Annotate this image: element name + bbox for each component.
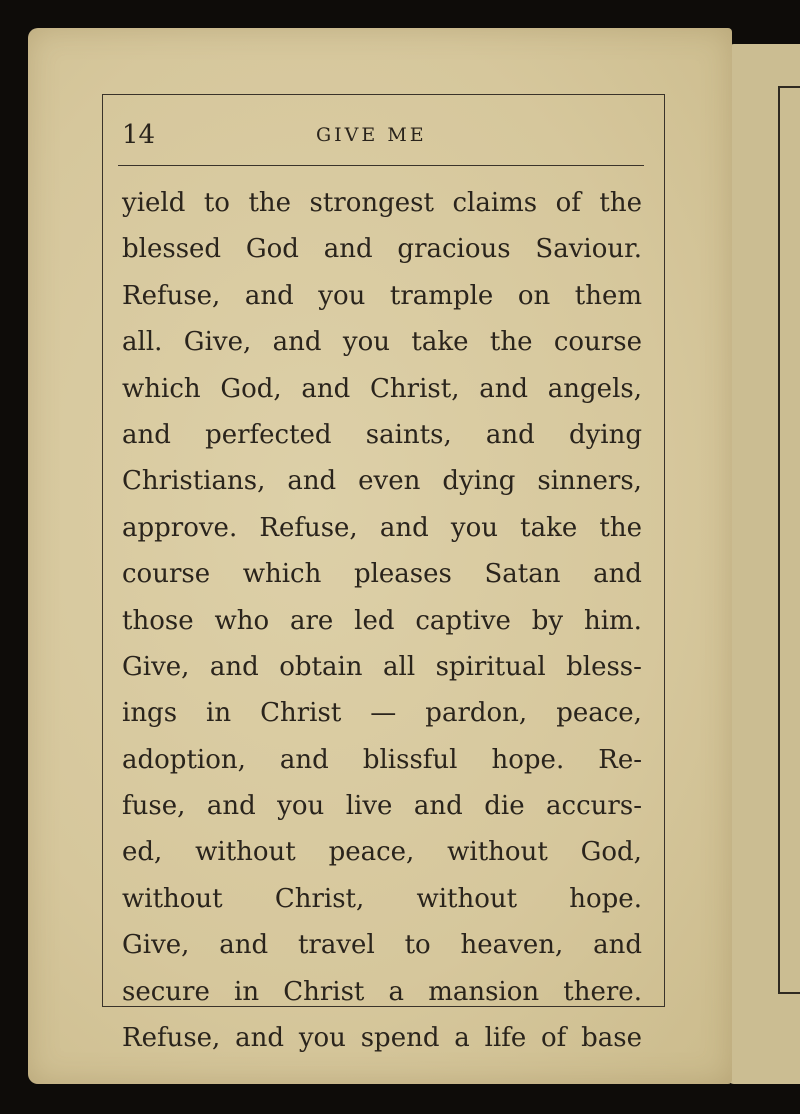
word: the	[599, 512, 642, 543]
word: them	[574, 280, 642, 311]
word: and	[593, 559, 642, 590]
word: the	[599, 188, 642, 218]
word: gracious	[397, 234, 511, 265]
word: you	[450, 512, 498, 543]
text-line	[122, 598, 642, 644]
word: perfected	[205, 419, 332, 450]
word: even	[358, 466, 421, 497]
word: Give,	[183, 327, 252, 358]
word: peace,	[328, 837, 415, 868]
word: captive	[415, 605, 511, 636]
text-line	[122, 1015, 642, 1061]
word: and	[219, 930, 269, 961]
word: accurs-	[546, 791, 642, 822]
word: and	[122, 419, 171, 450]
text-line	[122, 180, 642, 226]
word: you	[277, 791, 325, 822]
word: live	[345, 791, 393, 822]
word: course	[553, 327, 642, 358]
word: Refuse,	[259, 512, 358, 543]
word: Christ,	[274, 883, 365, 914]
word: and	[413, 791, 463, 822]
word: Re-	[598, 744, 642, 775]
word: Satan	[484, 559, 561, 590]
word: Give,	[122, 930, 190, 961]
word: the	[489, 327, 533, 358]
word: —	[370, 698, 397, 729]
word: God,	[580, 837, 642, 868]
text-line	[122, 737, 642, 783]
text-line	[122, 969, 642, 1015]
header-rule	[118, 165, 644, 166]
word: him.	[583, 605, 642, 636]
text-line	[122, 690, 642, 736]
text-line	[122, 319, 642, 365]
word: strongest	[309, 188, 434, 218]
word: hope.	[569, 883, 642, 914]
word: trample	[389, 280, 494, 311]
word: fuse,	[122, 791, 186, 822]
word: Christ	[283, 976, 365, 1007]
word: ed,	[122, 837, 163, 868]
word: and	[206, 791, 256, 822]
text-line	[122, 458, 642, 504]
word: secure	[122, 976, 210, 1007]
word: and	[287, 466, 337, 497]
word: claims	[452, 188, 538, 218]
word: obtain	[279, 651, 363, 682]
word: mansion	[428, 976, 540, 1007]
word: you	[342, 327, 390, 358]
text-line	[122, 644, 642, 690]
text-line	[122, 551, 642, 597]
word: blessed	[122, 234, 222, 265]
word: in	[206, 698, 232, 729]
word: die	[484, 791, 525, 822]
text-line	[122, 876, 642, 922]
word: and	[244, 280, 294, 311]
word: a	[454, 1023, 470, 1054]
word: pardon,	[425, 698, 528, 729]
text-line	[122, 829, 642, 875]
word: travel	[297, 930, 375, 961]
word: ings	[122, 698, 178, 729]
word: Christians,	[122, 466, 266, 497]
word: God	[245, 234, 299, 265]
word: on	[517, 280, 551, 311]
word: and	[209, 651, 259, 682]
word: course	[122, 559, 211, 590]
word: blissful	[362, 744, 458, 775]
word: peace,	[556, 698, 642, 729]
word: life	[484, 1023, 527, 1054]
word: who	[214, 605, 270, 636]
word: saints,	[365, 419, 452, 450]
word: take	[520, 512, 578, 543]
word: Refuse,	[122, 280, 221, 311]
word: base	[581, 1023, 642, 1054]
word: Christ,	[370, 373, 460, 404]
word: without	[195, 837, 296, 868]
word: dying	[442, 466, 516, 497]
word: angels,	[547, 373, 642, 404]
word: which	[122, 373, 201, 404]
word: sinners,	[537, 466, 642, 497]
word: dying	[568, 419, 642, 450]
word: Give,	[122, 651, 190, 682]
word: and	[301, 373, 351, 404]
word: adoption,	[122, 744, 246, 775]
word: the	[248, 188, 292, 218]
text-line	[122, 412, 642, 458]
text-line	[122, 505, 642, 551]
body-text	[122, 180, 642, 1061]
word: yield	[122, 188, 186, 218]
word: God,	[220, 373, 282, 404]
word: take	[411, 327, 469, 358]
word: to	[404, 930, 431, 961]
word: spiritual	[435, 651, 546, 682]
word: you	[298, 1023, 346, 1054]
word: of	[555, 188, 581, 218]
word: and	[279, 744, 329, 775]
word: without	[447, 837, 548, 868]
word: and	[479, 373, 529, 404]
word: and	[272, 327, 322, 358]
text-line	[122, 366, 642, 412]
word: of	[541, 1023, 567, 1054]
word: to	[203, 188, 230, 218]
word: a	[388, 976, 405, 1007]
word: are	[289, 605, 334, 636]
word: by	[531, 605, 564, 636]
word: and	[323, 234, 373, 265]
word: bless-	[566, 651, 642, 682]
word: hope.	[491, 744, 565, 775]
text-line	[122, 922, 642, 968]
word: and	[379, 512, 429, 543]
text-line	[122, 226, 642, 272]
running-head: GIVE ME	[316, 124, 427, 146]
word: without	[122, 883, 223, 914]
text-line	[122, 273, 642, 319]
word: and	[485, 419, 535, 450]
word: approve.	[122, 512, 238, 543]
page-number: 14	[122, 120, 156, 150]
word: all.	[122, 327, 163, 358]
word: spend	[360, 1023, 440, 1054]
word: led	[354, 605, 395, 636]
word: Refuse,	[122, 1023, 221, 1054]
word: heaven,	[460, 930, 564, 961]
word: in	[234, 976, 260, 1007]
word: without	[416, 883, 518, 914]
word: all	[383, 651, 416, 682]
text-line	[122, 783, 642, 829]
word: Christ	[260, 698, 342, 729]
word: and	[593, 930, 642, 961]
facing-page-frame	[778, 86, 800, 994]
word: there.	[563, 976, 642, 1007]
word: you	[318, 280, 366, 311]
word: which	[242, 559, 322, 590]
word: pleases	[353, 559, 452, 590]
word: those	[122, 605, 194, 636]
word: and	[235, 1023, 285, 1054]
word: Saviour.	[535, 234, 642, 265]
